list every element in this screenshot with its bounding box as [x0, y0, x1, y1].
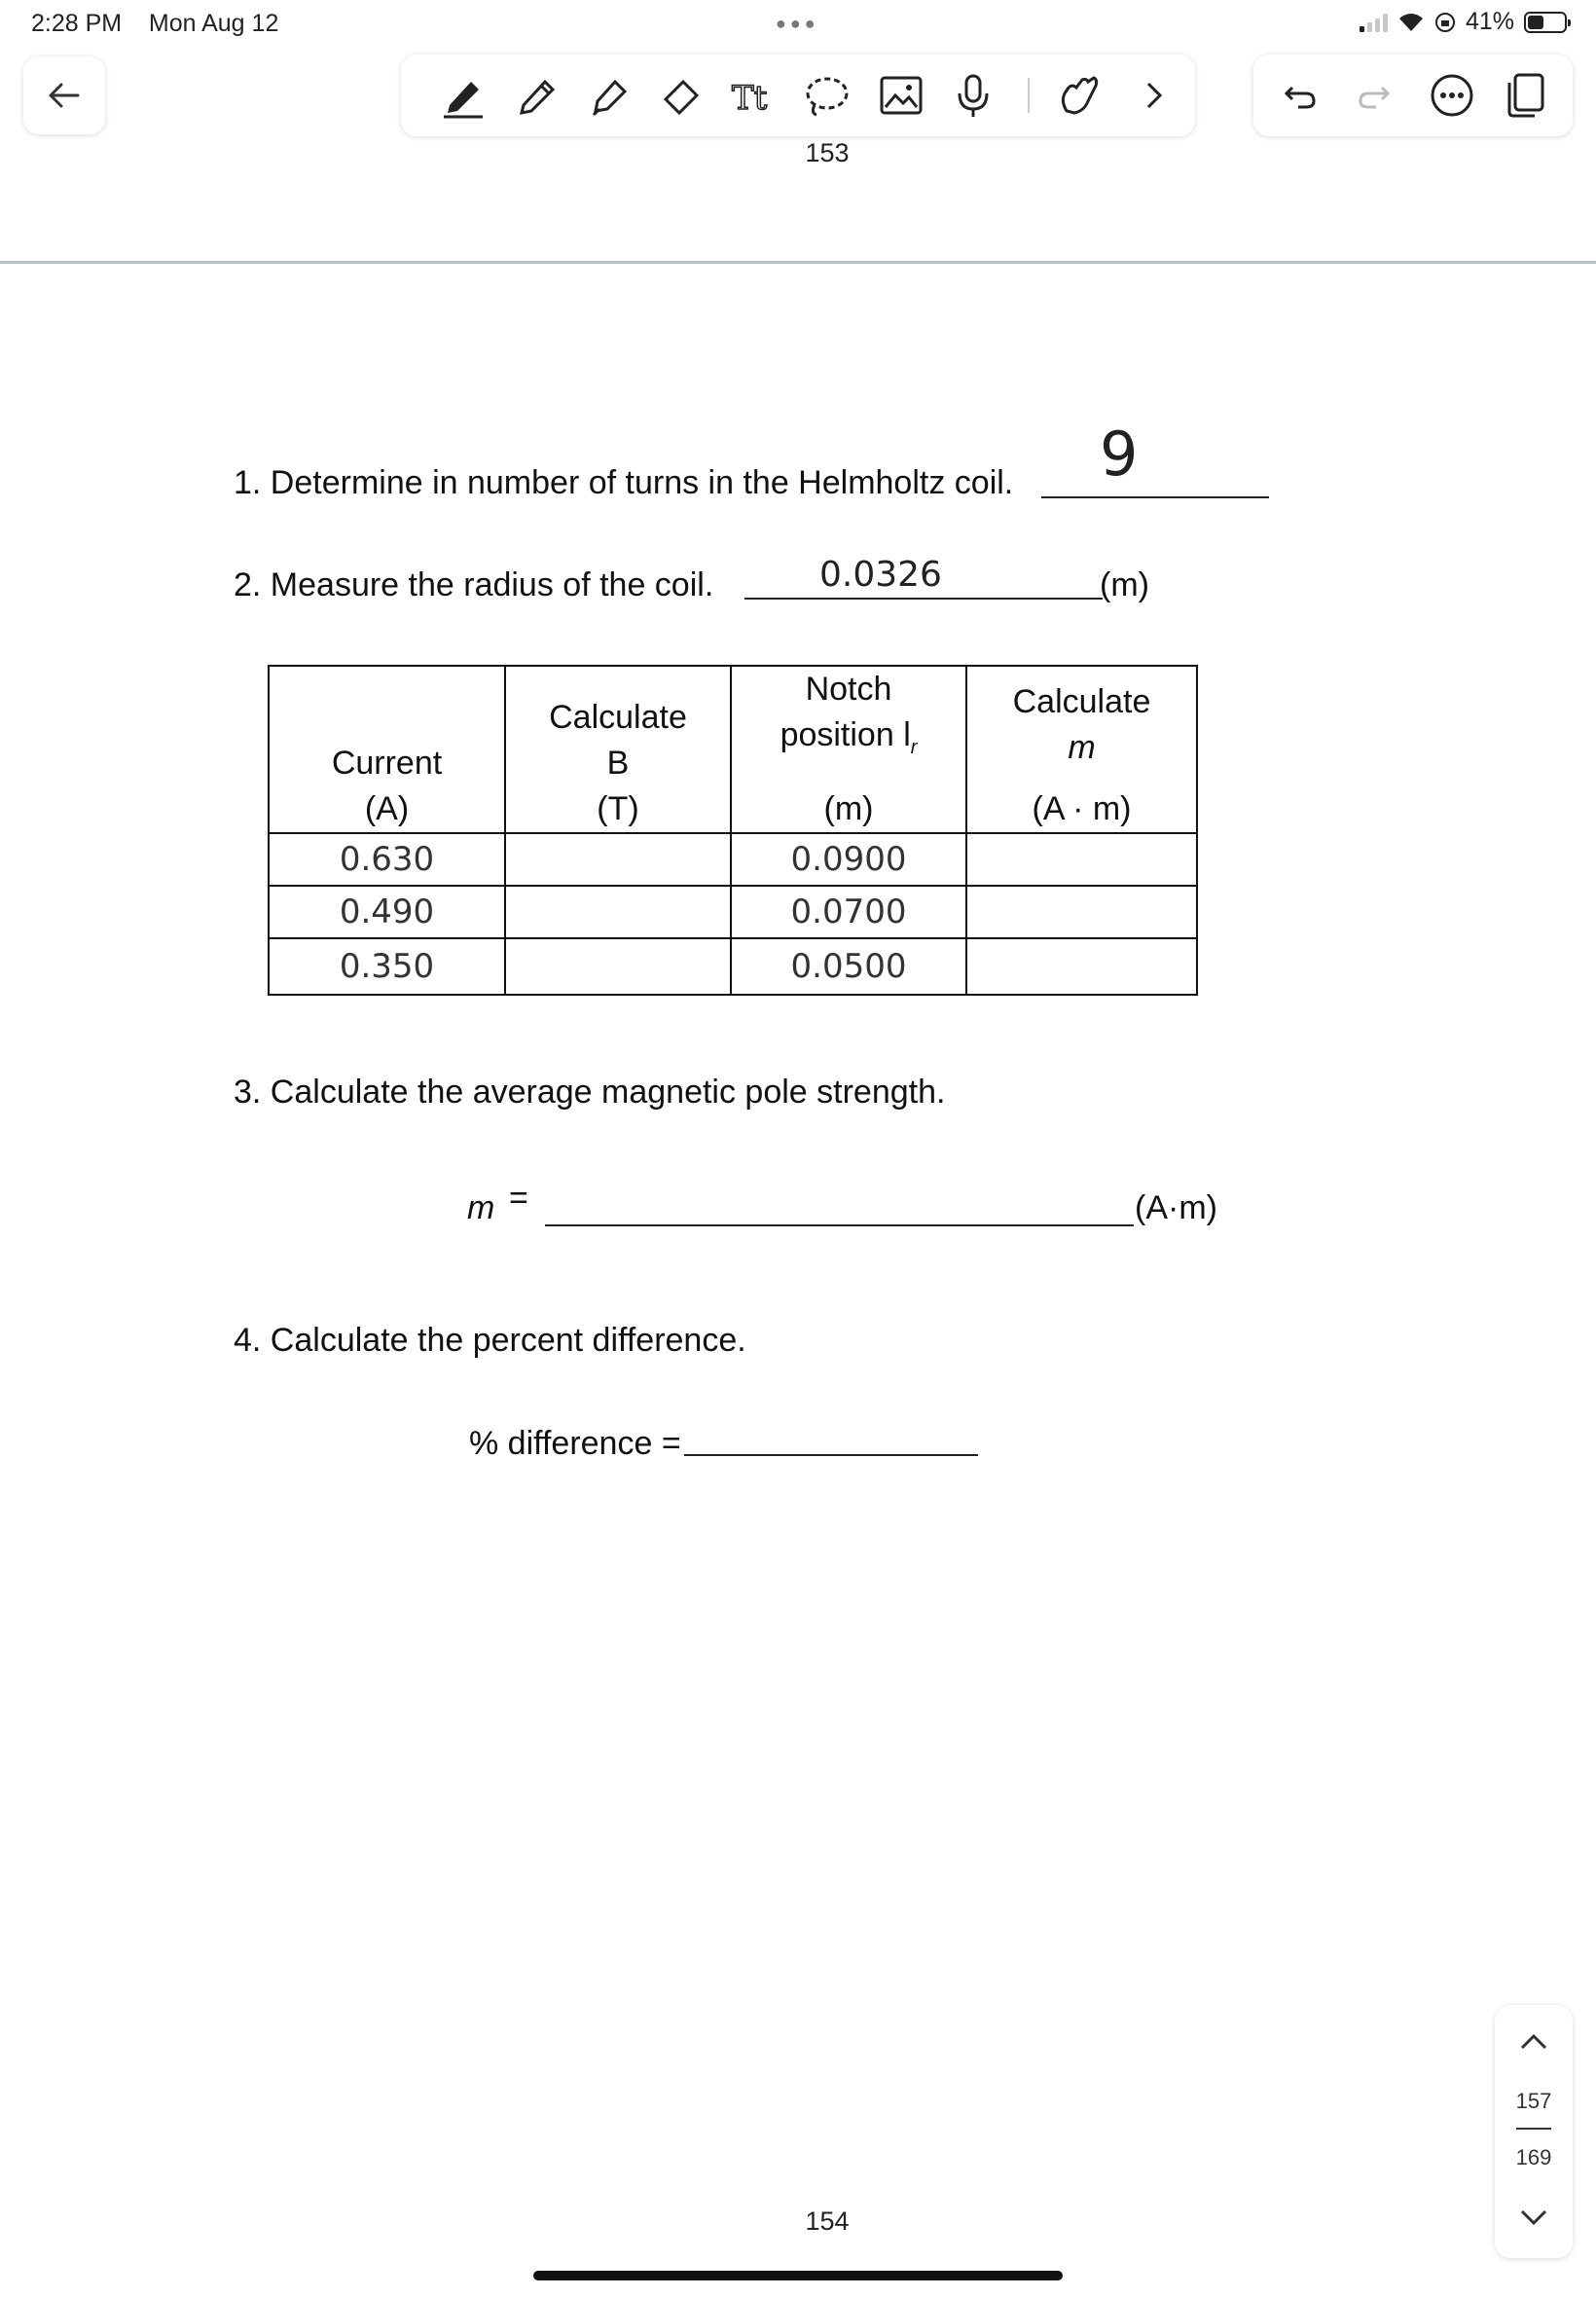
highlighter-icon	[586, 72, 633, 119]
q2-unit: (m)	[1100, 566, 1149, 603]
lasso-icon	[803, 72, 852, 119]
table-header-row	[269, 666, 1197, 833]
eraser-tool-button[interactable]	[654, 68, 708, 123]
pen-tool-button[interactable]	[436, 68, 490, 123]
question-1: 1. Determine in number of turns in the Helmholtz coil.	[234, 464, 1014, 501]
cell-b	[505, 886, 731, 938]
highlighter-tool-button[interactable]	[582, 68, 636, 123]
question-2: 2. Measure the radius of the coil.	[234, 566, 714, 603]
question-4: 4. Calculate the percent difference.	[234, 1322, 746, 1359]
pencil-tool-button[interactable]	[510, 68, 564, 123]
redo-button[interactable]	[1347, 68, 1401, 123]
date: Mon Aug 12	[148, 10, 279, 37]
cellular-signal-icon	[1360, 13, 1388, 32]
header-calculate-m: Calculate m (A · m)	[966, 666, 1197, 833]
lasso-tool-button[interactable]	[800, 68, 854, 123]
battery-icon	[1524, 12, 1567, 33]
orientation-lock-icon	[1434, 12, 1456, 33]
battery-percent: 41%	[1465, 8, 1514, 35]
drawing-toolbar	[401, 55, 1195, 136]
ellipsis-circle-icon	[1430, 73, 1474, 118]
page-number-top: 153	[805, 138, 850, 167]
status-bar-indicators	[1360, 8, 1567, 36]
pencil-icon	[514, 72, 561, 119]
cell-current: 0.630	[269, 833, 505, 886]
cell-current: 0.350	[269, 938, 505, 995]
text-tool-icon	[730, 72, 780, 119]
home-indicator[interactable]	[533, 2271, 1063, 2280]
q4-label: % difference =	[469, 1425, 681, 1462]
pages-icon	[1504, 71, 1548, 120]
text-tool-button[interactable]	[728, 68, 782, 123]
cell-m	[966, 938, 1197, 995]
cell-m	[966, 886, 1197, 938]
undo-button[interactable]	[1273, 68, 1327, 123]
undo-icon	[1281, 76, 1320, 115]
wifi-icon	[1397, 12, 1425, 33]
svg-text:Tt: Tt	[732, 79, 768, 118]
microphone-icon	[954, 72, 993, 119]
page-divider	[0, 261, 1596, 264]
document-actions-toolbar	[1253, 55, 1573, 136]
q3-symbol-m: m	[467, 1189, 495, 1226]
question-3: 3. Calculate the average magnetic pole strength.	[234, 1074, 946, 1111]
q3-unit: (A·m)	[1135, 1189, 1217, 1226]
status-bar-time	[31, 10, 278, 38]
multitasking-dots-icon[interactable]: ●●●	[776, 14, 819, 33]
q1-answer-line	[1041, 496, 1269, 498]
pen-icon	[440, 72, 487, 119]
header-current: Current (A)	[269, 666, 505, 833]
redo-icon	[1355, 76, 1394, 115]
q3-answer-line	[545, 1224, 1134, 1226]
page-scroller	[1495, 2005, 1573, 2258]
cell-b	[505, 938, 731, 995]
image-tool-button[interactable]	[874, 68, 928, 123]
scroller-current-page: 157	[1515, 2089, 1552, 2113]
table-row	[269, 886, 1197, 938]
more-tools-chevron-button[interactable]	[1127, 68, 1181, 123]
toolbar-divider	[1028, 78, 1030, 113]
cell-current: 0.490	[269, 886, 505, 938]
q2-answer-line	[744, 598, 1103, 600]
cell-m	[966, 833, 1197, 886]
image-icon	[878, 72, 925, 119]
chevron-up-icon[interactable]	[1518, 2032, 1549, 2052]
q1-answer-handwritten: 9	[1100, 419, 1139, 490]
cell-b	[505, 833, 731, 886]
hand-draw-icon	[1055, 72, 1102, 119]
more-options-button[interactable]	[1425, 68, 1479, 123]
table-row	[269, 938, 1197, 995]
cell-notch: 0.0700	[731, 886, 966, 938]
scroller-total-pages: 169	[1515, 2145, 1552, 2169]
cell-notch: 0.0900	[731, 833, 966, 886]
table-row	[269, 833, 1197, 886]
page-number-bottom: 154	[805, 2206, 850, 2236]
chevron-down-icon[interactable]	[1518, 2207, 1549, 2227]
time: 2:28 PM	[31, 10, 123, 37]
scroller-divider	[1516, 2128, 1551, 2130]
q2-answer-handwritten: 0.0326	[819, 555, 942, 595]
header-notch-position: Notch position $l_r$ (m)	[731, 666, 966, 833]
hand-tool-button[interactable]	[1051, 68, 1106, 123]
microphone-button[interactable]	[946, 68, 1000, 123]
arrow-left-icon	[47, 81, 82, 110]
chevron-right-icon	[1143, 80, 1166, 111]
eraser-icon	[658, 72, 705, 119]
back-button[interactable]	[23, 56, 105, 134]
header-calculate-b: Calculate B (T)	[505, 666, 731, 833]
pages-button[interactable]	[1499, 68, 1553, 123]
data-table	[268, 665, 1198, 996]
cell-notch: 0.0500	[731, 938, 966, 995]
q4-answer-line	[684, 1454, 978, 1456]
q3-equals: =	[509, 1180, 528, 1217]
